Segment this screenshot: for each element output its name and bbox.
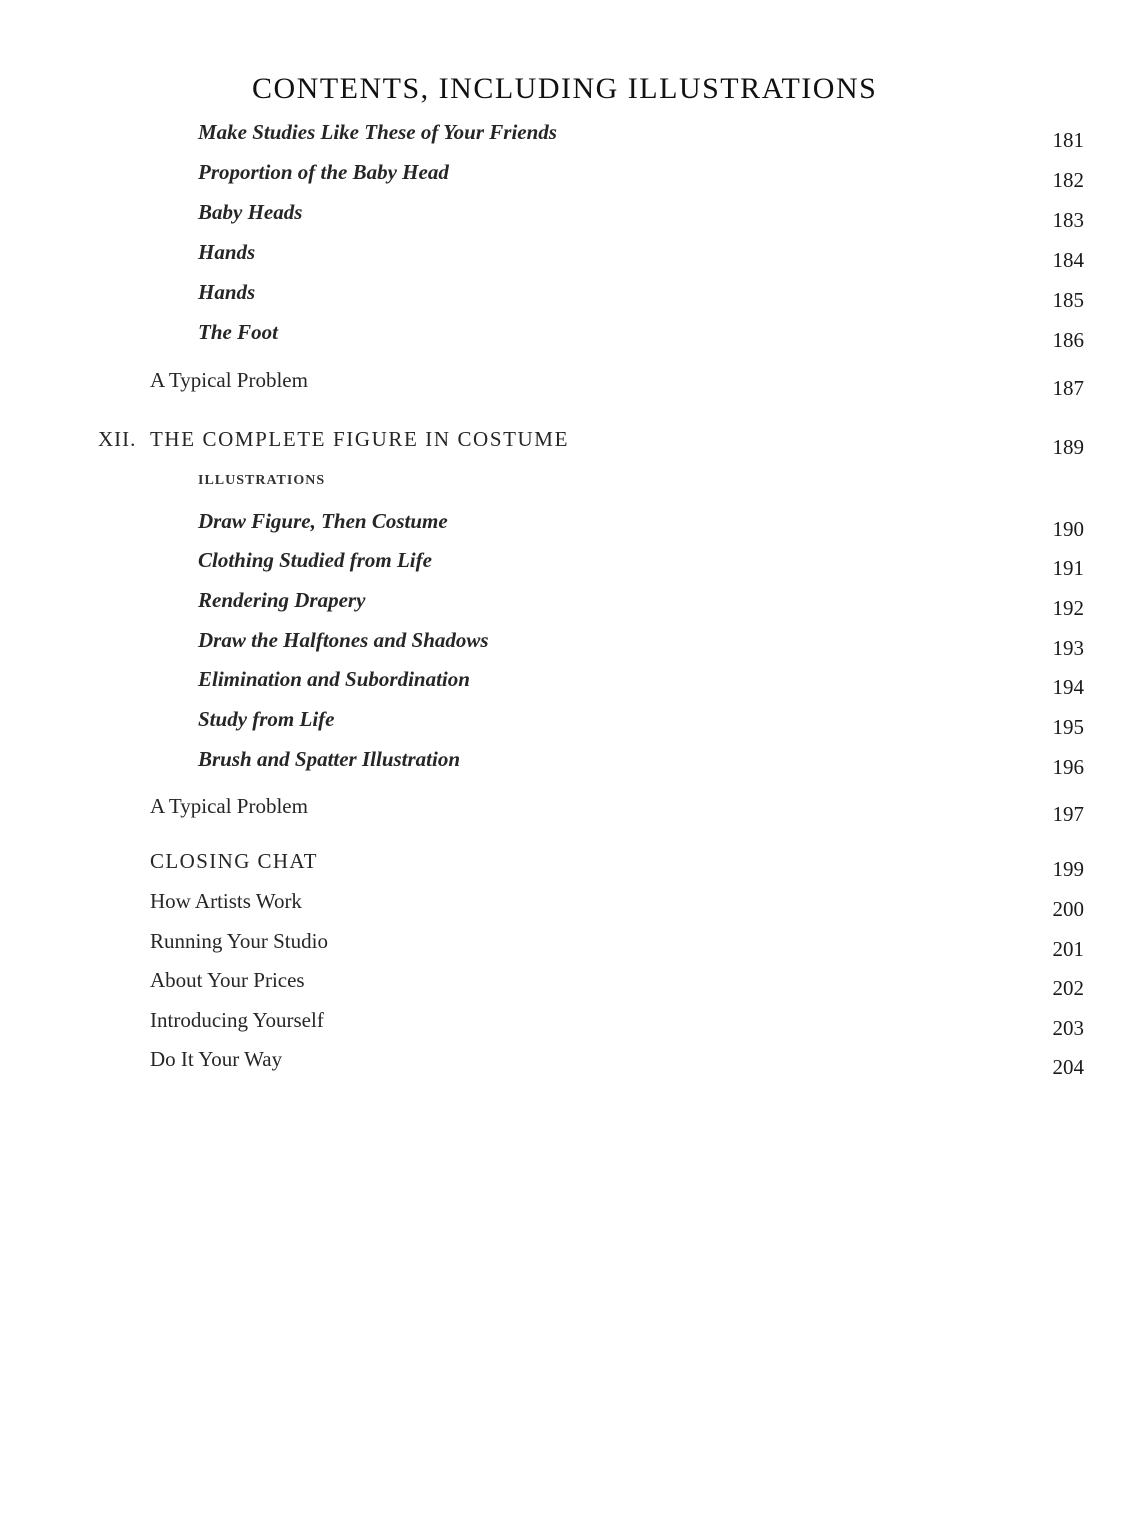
page-number: 200	[1052, 897, 1084, 921]
toc-entry-section[interactable]	[0, 1008, 1140, 1044]
entry-title: Make Studies Like These of Your Friends	[198, 120, 557, 144]
toc-entry-section[interactable]	[0, 368, 1140, 404]
entry-title: Do It Your Way	[150, 1047, 283, 1071]
toc-entry[interactable]	[0, 548, 1140, 584]
entry-title: How Artists Work	[150, 889, 302, 913]
page-number: 194	[1052, 675, 1084, 699]
toc-entry[interactable]	[0, 320, 1140, 356]
illustrations-heading: ILLUSTRATIONS	[198, 473, 326, 488]
entry-title: Clothing Studied from Life	[198, 548, 432, 572]
toc-entry-section[interactable]	[0, 968, 1140, 1004]
toc-entry[interactable]	[0, 628, 1140, 664]
toc-entry-section[interactable]	[0, 929, 1140, 965]
chapter-numeral: XII.	[98, 427, 137, 451]
toc-entry[interactable]	[0, 160, 1140, 196]
entry-title: Hands	[198, 240, 256, 264]
chapter-title: THE COMPLETE FIGURE IN COSTUME	[150, 427, 569, 451]
toc-entry[interactable]	[0, 667, 1140, 703]
page-number: 193	[1052, 636, 1084, 660]
toc-entry[interactable]	[0, 747, 1140, 783]
entry-title: Rendering Drapery	[198, 588, 366, 612]
page-number: 187	[1052, 376, 1084, 400]
entry-title: A Typical Problem	[150, 794, 308, 818]
page-number: 202	[1052, 976, 1084, 1000]
toc-closing-chat[interactable]	[0, 849, 1140, 885]
page-number: 185	[1052, 288, 1084, 312]
page-number: 184	[1052, 248, 1084, 272]
entry-title: Hands	[198, 280, 256, 304]
page-number: 182	[1052, 168, 1084, 192]
page-number: 186	[1052, 328, 1084, 352]
page-number: 203	[1052, 1016, 1084, 1040]
toc-entry[interactable]	[0, 707, 1140, 743]
page-number: 190	[1052, 517, 1084, 541]
toc-chapter[interactable]	[0, 427, 1140, 463]
entry-title: The Foot	[198, 320, 278, 344]
entry-title: A Typical Problem	[150, 368, 308, 392]
page-number: 181	[1052, 128, 1084, 152]
page-number: 201	[1052, 937, 1084, 961]
entry-title: About Your Prices	[150, 968, 305, 992]
toc-entry[interactable]	[0, 280, 1140, 316]
entry-title: Proportion of the Baby Head	[198, 160, 449, 184]
toc-entry-section[interactable]	[0, 1047, 1140, 1083]
page-number: 183	[1052, 208, 1084, 232]
entry-title: Draw the Halftones and Shadows	[198, 628, 489, 652]
toc-entry[interactable]	[0, 588, 1140, 624]
page-number: 204	[1052, 1055, 1084, 1079]
toc-entry[interactable]	[0, 509, 1140, 545]
closing-chat-title: CLOSING CHAT	[150, 849, 318, 873]
page-title: CONTENTS, INCLUDING ILLUSTRATIONS	[252, 72, 878, 105]
entry-title: Elimination and Subordination	[198, 667, 470, 691]
entry-title: Introducing Yourself	[150, 1008, 324, 1032]
entry-title: Running Your Studio	[150, 929, 328, 953]
page-number: 189	[1052, 435, 1084, 459]
toc-entry-section[interactable]	[0, 794, 1140, 830]
toc-entry[interactable]	[0, 240, 1140, 276]
page-number: 195	[1052, 715, 1084, 739]
toc-entry[interactable]	[0, 200, 1140, 236]
page-number: 199	[1052, 857, 1084, 881]
toc-entry-section[interactable]	[0, 889, 1140, 925]
page-number: 196	[1052, 755, 1084, 779]
toc-entry[interactable]	[0, 120, 1140, 156]
page-number: 197	[1052, 802, 1084, 826]
page-number: 192	[1052, 596, 1084, 620]
page-number: 191	[1052, 556, 1084, 580]
entry-title: Draw Figure, Then Costume	[198, 509, 448, 533]
entry-title: Baby Heads	[198, 200, 303, 224]
entry-title: Brush and Spatter Illustration	[198, 747, 461, 771]
entry-title: Study from Life	[198, 707, 335, 731]
